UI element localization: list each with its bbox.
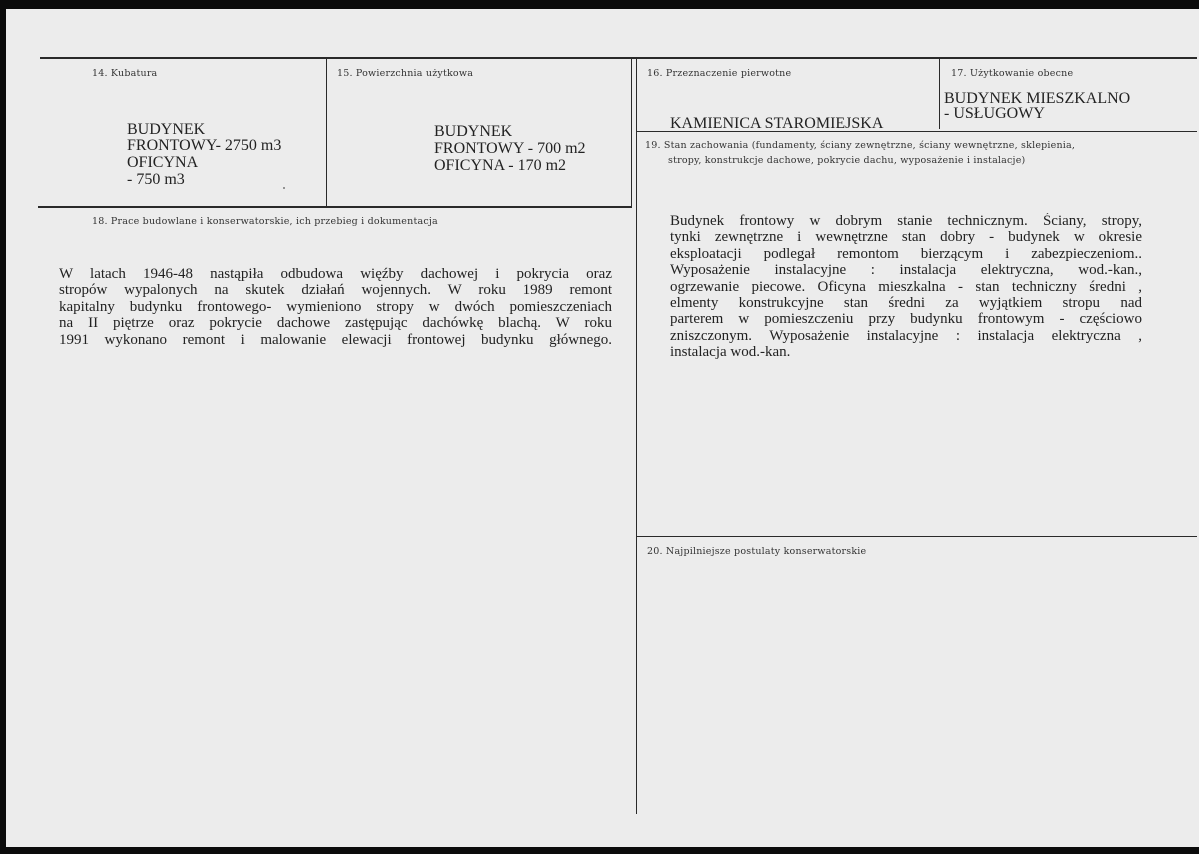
field-18-line: W latach 1946-48 nastąpiła odbudowa więźby dachowej i pokrycia oraz — [59, 266, 612, 282]
field-19-line: ogrzewanie piecowe. Oficyna mieszkalna - stan techniczny średni , — [670, 278, 1142, 295]
field-14-value-line-1: BUDYNEK — [127, 121, 206, 138]
field-19-line: Budynek frontowy w dobrym stanie technicznym. Ściany, stropy, — [670, 213, 1142, 229]
field-14-label: 14. Kubatura — [92, 68, 158, 79]
field-18-text — [59, 266, 612, 348]
field-14-value-line-3: OFICYNA — [127, 154, 199, 171]
field-19-line: zniszczonym. Wyposażenie instalacyjne : instalacja elektryczna , — [670, 327, 1142, 344]
field-19-line: elmenty konstrukcyjne stan średni za wyjątkiem stropu nad — [670, 294, 1142, 311]
field-19-line: Wyposażenie instalacyjne : instalacja elektryczna, wod.-kan., — [670, 262, 1142, 279]
rule-above-20 — [637, 536, 1197, 537]
field-19-line: parterem w pomieszczeniu przy budynku frontowym - częściowo — [670, 311, 1142, 328]
field-16-label: 16. Przeznaczenie pierwotne — [647, 68, 792, 79]
field-15-value-line-1: BUDYNEK — [434, 123, 513, 140]
field-18-line: na II piętrze oraz pokrycie dachowe zastępując dachówkę blachą. W roku — [59, 315, 612, 332]
field-18-line: kapitalny budynku frontowego- wymieniono stropy w dwóch pomieszczeniach — [59, 298, 612, 315]
field-18-label: 18. Prace budowlane i konserwatorskie, ich przebieg i dokumentacja — [92, 216, 438, 227]
top-rule — [40, 57, 1197, 59]
field-19-label — [645, 138, 1155, 168]
field-19-line: instalacja wod.-kan. — [670, 344, 791, 361]
field-19-line: tynki zewnętrzne i wewnętrzne stan dobry - budynek w okresie — [670, 229, 1142, 246]
field-18-line: stropów wypalonych na skutek działań wojennych. W roku 1989 remont — [59, 282, 612, 299]
field-19-label-line-2: stropy, konstrukcje dachowe, pokrycie dachu, wyposażenie i instalacje) — [668, 155, 1026, 166]
field-14-value-line-4: - 750 m3 — [127, 171, 185, 188]
field-14-value-line-2: FRONTOWY- 2750 m3 — [127, 137, 282, 154]
field-17-value-line-1: BUDYNEK MIESZKALNO — [944, 90, 1131, 107]
field-17-value-line-2: - USŁUGOWY — [944, 105, 1045, 122]
field-16-value: KAMIENICA STAROMIEJSKA — [670, 115, 884, 132]
field-15-value-line-3: OFICYNA - 170 m2 — [434, 157, 567, 174]
speck — [283, 187, 285, 189]
field-19-text — [670, 213, 1142, 361]
field-18-line: 1991 wykonano remont i malowanie elewacji frontowej budynku głównego. — [59, 331, 612, 348]
field-19-label-line-1: 19. Stan zachowania (fundamenty, ściany zewnętrzne, ściany wewnętrzne, sklepienia, — [645, 140, 1076, 151]
divider-16-17 — [939, 59, 940, 129]
rule-under-14-15 — [38, 206, 632, 208]
divider-left-right — [636, 59, 637, 814]
field-17-label: 17. Użytkowanie obecne — [951, 68, 1074, 79]
field-19-line: eksploatacji podlegał remontom bierzącym i zabezpieczeniom.. — [670, 245, 1142, 262]
divider-14-15 — [326, 59, 327, 207]
divider-15-16 — [631, 59, 632, 207]
field-15-label: 15. Powierzchnia użytkowa — [337, 68, 474, 79]
field-15-value-line-2: FRONTOWY - 700 m2 — [434, 140, 586, 157]
field-20-label: 20. Najpilniejsze postulaty konserwatorskie — [647, 546, 867, 557]
